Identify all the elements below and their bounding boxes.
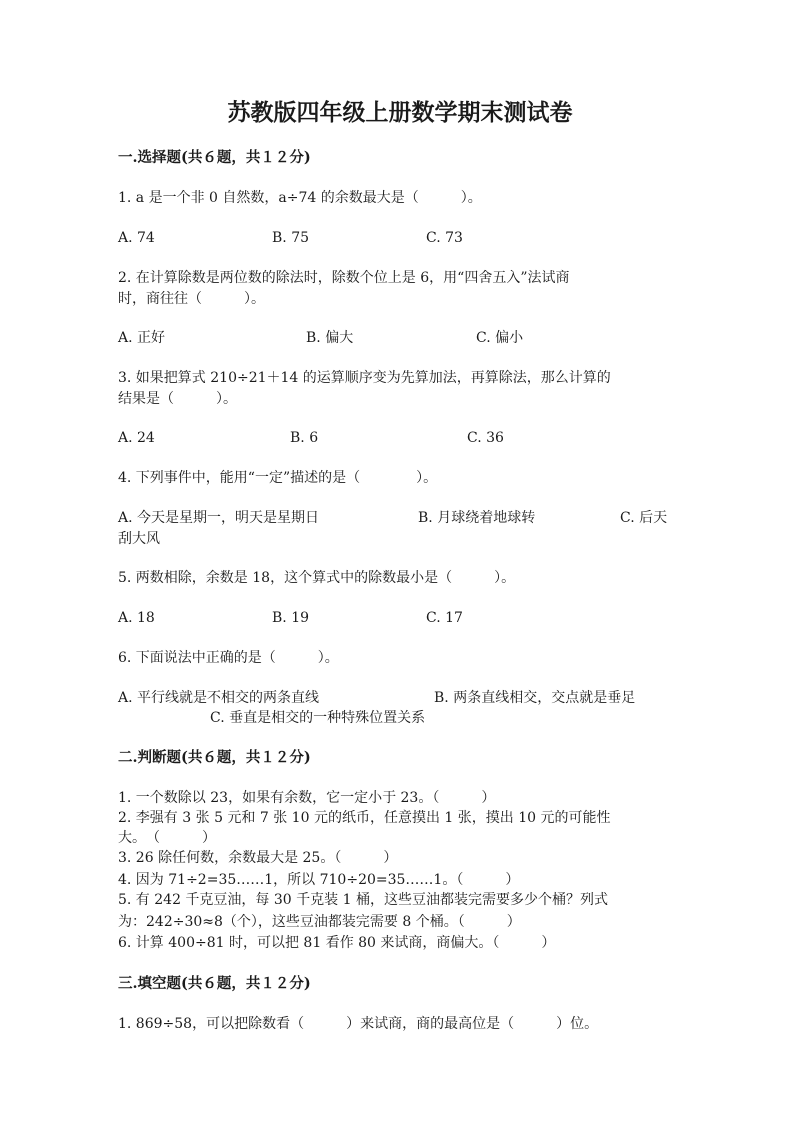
question-stem: 4. 下列事件中，能用“一定”描述的是（ ）。 (118, 470, 438, 486)
option-a: A. 24 (118, 430, 155, 446)
judgement-item: 1. 一个数除以 23，如果有余数，它一定小于 23。（ ） (118, 790, 496, 806)
question-stem: 5. 两数相除，余数是 18，这个算式中的除数最小是（ ）。 (118, 570, 516, 586)
judgement-item: 6. 计算 400÷81 时，可以把 81 看作 80 来试商，商偏大。（ ） (118, 935, 556, 951)
judgement-item: 4. 因为 71÷2=35……1，所以 710÷20=35……1。（ ） (118, 872, 520, 888)
fill-in-question: 1. 869÷58，可以把除数看（ ）来试商，商的最高位是（ ）位。 (118, 1016, 599, 1032)
option-a: A. 74 (118, 230, 155, 246)
question-stem: 3. 如果把算式 210÷21＋14 的运算顺序变为先算加法，再算除法，那么计算的 (118, 370, 611, 386)
question-stem: 2. 在计算除数是两位数的除法时，除数个位上是 6，用“四舍五入”法试商 (118, 270, 570, 286)
option-c: C. 17 (426, 610, 463, 626)
section-heading-judgement: 二.判断题(共６题，共１２分) (118, 749, 311, 766)
option-b: B. 月球绕着地球转 (418, 510, 536, 526)
judgement-item-cont: 为：242÷30≈8（个），这些豆油都装完需要 8 个桶。（ ） (118, 914, 521, 930)
judgement-item: 2. 李强有 3 张 5 元和 7 张 10 元的纸币，任意摸出 1 张，摸出 10 元的可能性 (118, 810, 611, 826)
question-stem-cont: 时，商往往（ ）。 (118, 291, 265, 307)
section-heading-choice: 一.选择题(共６题，共１２分) (118, 149, 311, 166)
option-b: B. 75 (272, 230, 310, 246)
judgement-item: 5. 有 242 千克豆油，每 30 千克装 1 桶，这些豆油都装完需要多少个桶？列式 (118, 892, 608, 908)
option-c: C. 73 (426, 230, 463, 246)
option-b: B. 偏大 (306, 330, 354, 346)
section-heading-fill-in: 三.填空题(共６题，共１２分) (118, 975, 311, 992)
option-c: C. 后天 (620, 510, 668, 526)
question-stem-cont: 结果是（ ）。 (118, 391, 237, 407)
option-b: B. 19 (272, 610, 310, 626)
option-c-cont: 刮大风 (118, 531, 160, 547)
question-stem: 6. 下面说法中正确的是（ ）。 (118, 650, 339, 666)
option-b: B. 两条直线相交，交点就是垂足 (434, 690, 636, 706)
option-c: C. 偏小 (476, 330, 524, 346)
page-title: 苏教版四年级上册数学期末测试卷 (227, 99, 573, 126)
question-stem: 1. a 是一个非 0 自然数，a÷74 的余数最大是（ ）。 (118, 190, 482, 206)
option-c: C. 垂直是相交的一种特殊位置关系 (210, 710, 426, 726)
judgement-item: 3. 26 除任何数，余数最大是 25。（ ） (118, 850, 398, 866)
option-a: A. 平行线就是不相交的两条直线 (118, 690, 320, 706)
option-a: A. 正好 (118, 330, 166, 346)
option-a: A. 今天是星期一，明天是星期日 (118, 510, 320, 526)
judgement-item-cont: 大。 （ ） (118, 830, 216, 846)
option-a: A. 18 (118, 610, 155, 626)
option-c: C. 36 (467, 430, 504, 446)
option-b: B. 6 (290, 430, 319, 446)
